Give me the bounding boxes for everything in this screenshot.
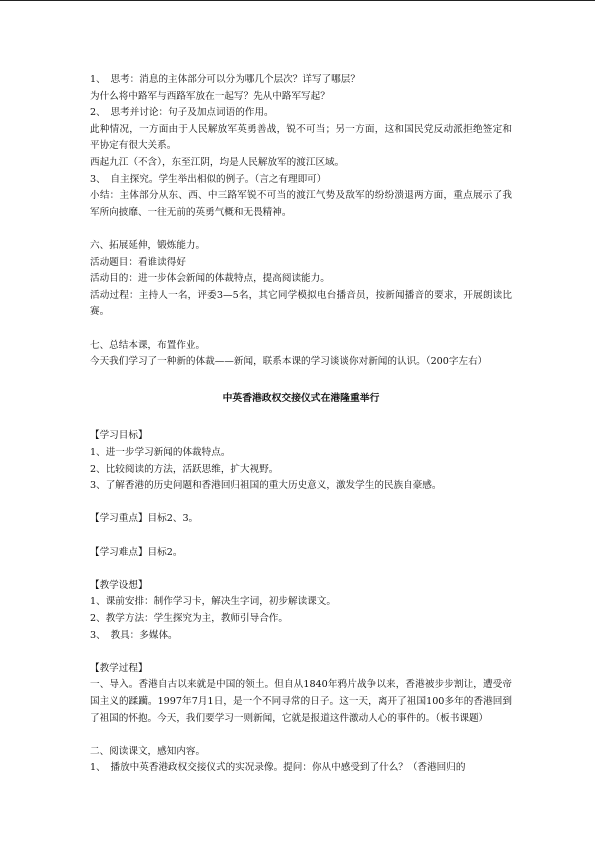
plan-3: 3、 教具：多媒体。 (90, 629, 178, 641)
question-1: 1、 思考：消息的主体部分可以分为哪几个层次？详写了哪层？ (90, 74, 360, 85)
section-7-heading: 七、总结本课，布置作业。 (90, 339, 206, 351)
question-1-cont: 为什么将中路军与西路军放在一起写？先从中路军写起？ (90, 90, 330, 102)
section-6-heading: 六、拓展延伸，锻炼能力。 (90, 239, 206, 251)
difficult-points: 【学习难点】目标2。 (90, 546, 183, 558)
introduction-paragraph: 一、导入。香港自古以来就是中国的领土。但自从1840年鸦片战争以来，香港被步步割让，遭受帝国主义的蹂躏。1997年7月1日，是一个不同寻常的日子。这一天，离开了祖国100多年的香港回到了祖国的怀抱。今天，我们要学习一则新闻，它就是报道这件激动人心的事件的。（板书课题） (90, 679, 512, 724)
plan-2: 2、教学方法：学生探究为主，教师引导合作。 (90, 613, 288, 624)
question-3: 3、 自主探究。学生举出相似的例子。（言之有理即可） (90, 173, 327, 185)
objectives-heading: 【学习目标】 (90, 430, 148, 442)
objective-2: 2、比较阅读的方法，活跃思维，扩大视野。 (90, 463, 279, 475)
reading-step-1: 1、 播放中英香港政权交接仪式的实况录像。提问：你从中感受到了什么？（香港回归的 (90, 762, 466, 774)
answer-paragraph: 此种情况，一方面由于人民解放军英勇善战，锐不可当；另一方面，这和国民党反动派拒绝签定和平协定有很大关系。 (90, 123, 512, 152)
lesson-title: 中英香港政权交接仪式在港隆重举行 (222, 393, 380, 405)
objective-3: 3、了解香港的历史问题和香港回归祖国的重大历史意义，激发学生的民族自豪感。 (90, 480, 442, 492)
reading-heading: 二、阅读课文，感知内容。 (90, 745, 206, 757)
question-2: 2、 思考并讨论：句子及加点词语的作用。 (90, 107, 274, 119)
activity-process: 活动过程：主持人一名，评委3—5名，其它同学模拟电台播音员，按新闻播音的要求，开展朗读比赛。 (90, 289, 512, 318)
objective-1: 1、进一步学习新闻的体裁特点。 (90, 447, 231, 459)
plan-1: 1、课前安排：制作学习卡，解决生字词，初步解读课文。 (90, 596, 336, 608)
document-body (90, 72, 512, 777)
process-heading: 【教学过程】 (90, 662, 148, 674)
activity-purpose: 活动目的：进一步体会新闻的体裁特点，提高阅读能力。 (90, 273, 330, 285)
page-top-border (0, 0, 595, 1)
key-points: 【学习重点】目标2、3。 (90, 513, 199, 525)
homework-paragraph: 今天我们学习了一种新的体裁——新闻，联系本课的学习谈谈你对新闻的认识。（200字左右） (90, 356, 488, 368)
summary-paragraph: 小结：主体部分从东、西、中三路军锐不可当的渡江气势及敌军的纷纷溃退两方面，重点展示了我军所向披靡、一往无前的英勇气概和无畏精神。 (90, 190, 512, 218)
answer-line: 西起九江（不含），东至江阴，均是人民解放军的渡江区域。 (90, 156, 345, 168)
activity-title: 活动题目：看谁读得好 (90, 256, 186, 268)
teaching-plan-heading: 【教学设想】 (90, 579, 148, 591)
